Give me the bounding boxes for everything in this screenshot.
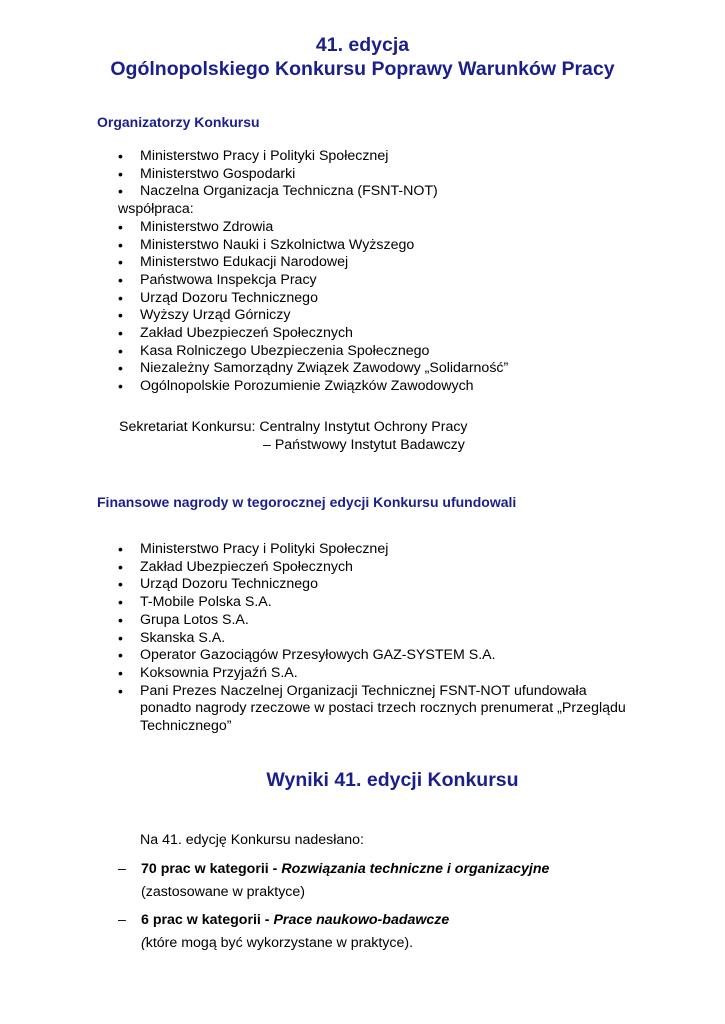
- result-category: Prace naukowo-badawcze: [273, 912, 450, 928]
- list-item: • Ministerstwo Pracy i Polityki Społecznej: [118, 148, 508, 166]
- sponsor-last-line1: • Pani Prezes Naczelnej Organizacji Technicznej FSNT-NOT ufundowała: [140, 682, 587, 699]
- cooperation-label: współpraca:: [118, 201, 194, 218]
- result-count: 70 prac w kategorii -: [141, 861, 282, 877]
- result-note: [118, 932, 449, 955]
- organizers-list: [118, 148, 508, 396]
- list-item: • Ogólnopolskie Porozumienie Związków Zawodowych: [118, 378, 508, 396]
- sponsors-heading: Finansowe nagrody w tegorocznej edycji Konkursu ufundowali: [97, 494, 517, 510]
- page-title-line1: 41. edycja: [315, 34, 410, 56]
- results-heading: Wyniki 41. edycji Konkursu: [266, 769, 519, 791]
- list-item: • Grupa Lotos S.A.: [118, 612, 626, 630]
- list-item: • Wyższy Urząd Górniczy: [118, 307, 508, 325]
- result-note-paren: (: [141, 935, 146, 951]
- sponsor-last-line3: Technicznego”: [140, 718, 232, 735]
- list-item: • Państwowa Inspekcja Pracy: [118, 272, 508, 290]
- list-item: • Ministerstwo Zdrowia: [118, 219, 508, 237]
- secretariat: [119, 418, 468, 454]
- list-item: • Ministerstwo Edukacji Narodowej: [118, 254, 508, 272]
- list-item: • Ministerstwo Nauki i Szkolnictwa Wyższego: [118, 237, 508, 255]
- list-item: • Niezależny Samorządny Związek Zawodowy „Solidarność”: [118, 360, 508, 378]
- list-item: • Ministerstwo Gospodarki: [118, 166, 508, 184]
- secretariat-line1: Sekretariat Konkursu: Centralny Instytut Ochrony Pracy: [119, 419, 468, 435]
- list-item: • Operator Gazociągów Przesyłowych GAZ-SYSTEM S.A.: [118, 647, 626, 665]
- list-item: • Koksownia Przyjaźń S.A.: [118, 665, 626, 683]
- list-item: • Urząd Dozoru Technicznego: [118, 576, 626, 594]
- organizers-heading: Organizatorzy Konkursu: [97, 114, 260, 130]
- result-note: (zastosowane w praktyce): [141, 884, 306, 900]
- sponsor-last-line2: ponadto nagrody rzeczowe w postaci trzech rocznych prenumerat „Przeglądu: [140, 700, 626, 717]
- result-category: Rozwiązania techniczne i organizacyjne: [281, 861, 550, 877]
- list-item: • Ministerstwo Pracy i Polityki Społecznej: [118, 541, 626, 559]
- secretariat-line2: – Państwowy Instytut Badawczy: [263, 437, 465, 453]
- results-intro: Na 41. edycję Konkursu nadesłano:: [140, 832, 364, 848]
- list-item: • Zakład Ubezpieczeń Społecznych: [118, 559, 626, 577]
- result-item: [118, 909, 449, 955]
- list-item: • T-Mobile Polska S.A.: [118, 594, 626, 612]
- dash-marker: –: [118, 861, 126, 877]
- list-item: [118, 683, 626, 736]
- list-item: • Kasa Rolniczego Ubezpieczenia Społecznego: [118, 343, 508, 361]
- result-count: 6 prac w kategorii -: [141, 912, 274, 928]
- result-item: [118, 858, 549, 904]
- list-item: • Urząd Dozoru Technicznego: [118, 290, 508, 308]
- dash-marker: –: [118, 912, 126, 928]
- result-note-text: które mogą być wykorzystane w praktyce).: [145, 935, 414, 951]
- list-item: • Zakład Ubezpieczeń Społecznych: [118, 325, 508, 343]
- list-item: • Skanska S.A.: [118, 630, 626, 648]
- page-title-line2: Ogólnopolskiego Konkursu Poprawy Warunków Pracy: [110, 58, 615, 80]
- list-item: • Naczelna Organizacja Techniczna (FSNT-NOT): [118, 183, 508, 201]
- sponsors-list: [118, 541, 626, 736]
